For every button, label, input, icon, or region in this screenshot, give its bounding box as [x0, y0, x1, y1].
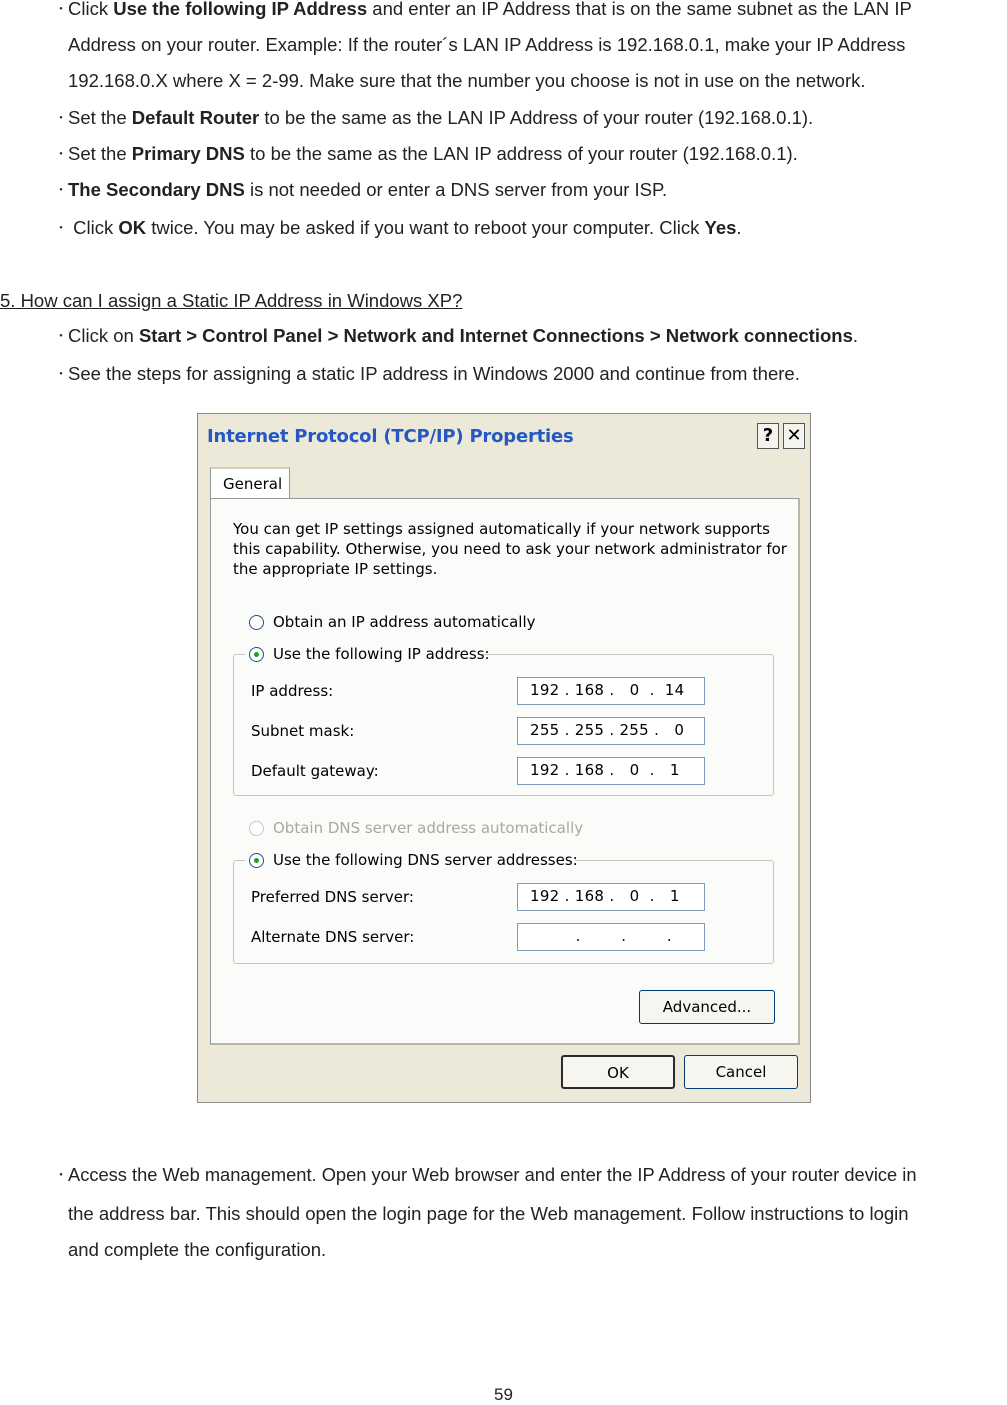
field-value: 192 . 168 . 0 . 1 — [530, 761, 680, 779]
bullet-dot: ・ — [54, 110, 68, 126]
ok-button[interactable]: OK — [561, 1055, 675, 1089]
text: Click — [68, 217, 119, 238]
text: Click on — [68, 325, 139, 346]
alternate-dns-input[interactable] — [517, 923, 705, 951]
advanced-button[interactable]: Advanced... — [639, 990, 775, 1024]
bullet-click-ok — [68, 217, 742, 239]
bullet-access-web-line2: the address bar. This should open the login page for the Web management. Follow instructions to login — [68, 1203, 909, 1224]
radio-use-dns[interactable] — [249, 853, 264, 868]
radio-obtain-dns-auto[interactable] — [249, 821, 264, 836]
bullet-dot: ・ — [54, 366, 68, 382]
bullet-dot: ・ — [54, 146, 68, 162]
label-default-gateway: Default gateway: — [251, 762, 379, 780]
bold-term: Default Router — [131, 107, 260, 128]
bullet-dot: ・ — [54, 1, 68, 17]
ip-address-input[interactable] — [517, 677, 705, 705]
bullet-see-steps: See the steps for assigning a static IP address in Windows 2000 and continue from there. — [68, 363, 800, 384]
close-button[interactable]: ✕ — [783, 423, 805, 449]
subnet-mask-input[interactable] — [517, 717, 705, 745]
tcpip-properties-dialog — [197, 413, 811, 1103]
label-obtain-ip-auto: Obtain an IP address automatically — [273, 613, 536, 631]
label-obtain-dns-auto: Obtain DNS server address automatically — [273, 819, 584, 837]
label-use-dns: Use the following DNS server addresses: — [273, 851, 578, 869]
text: . — [852, 325, 859, 346]
general-panel — [210, 498, 800, 1045]
info-text-line3: the appropriate IP settings. — [233, 560, 438, 578]
text: to be the same as the LAN IP address of your router (192.168.0.1). — [244, 143, 798, 164]
label-subnet-mask: Subnet mask: — [251, 722, 355, 740]
label-alternate-dns: Alternate DNS server: — [251, 928, 415, 946]
field-value: 192 . 168 . 0 . 14 — [530, 681, 685, 699]
label-ip-address: IP address: — [251, 682, 334, 700]
bullet-access-web: Access the Web management. Open your Web browser and enter the IP Address of your router device in — [68, 1164, 917, 1185]
preferred-dns-input[interactable] — [517, 883, 705, 911]
bullet-dot: ・ — [54, 1167, 68, 1183]
label-preferred-dns: Preferred DNS server: — [251, 888, 414, 906]
dialog-title-bar — [201, 417, 807, 455]
bold-term: OK — [118, 217, 147, 238]
bullet-use-ip — [68, 0, 912, 20]
cancel-button[interactable]: Cancel — [684, 1055, 798, 1089]
bullet-default-router — [68, 107, 813, 129]
field-value: . . . — [530, 927, 672, 945]
bold-term: The Secondary DNS — [68, 179, 245, 200]
radio-use-ip[interactable] — [249, 647, 264, 662]
bold-term: Start > Control Panel > Network and Internet Connections > Network connections — [138, 325, 853, 346]
field-value: 255 . 255 . 255 . 0 — [530, 721, 685, 739]
bullet-dot: ・ — [54, 220, 68, 236]
bold-term: Yes — [704, 217, 737, 238]
text: Set the — [68, 143, 132, 164]
bullet-click-start — [68, 325, 858, 347]
bullet-dot: ・ — [54, 328, 68, 344]
page-number: 59 — [494, 1385, 513, 1404]
bold-term: Primary DNS — [131, 143, 245, 164]
bullet-use-ip-line2: Address on your router. Example: If the router´s LAN IP Address is 192.168.0.1, make your IP Address — [68, 34, 906, 55]
text: to be the same as the LAN IP Address of your router (192.168.0.1). — [259, 107, 814, 128]
bold-term: Use the following IP Address — [113, 0, 368, 19]
help-button[interactable]: ? — [757, 423, 779, 449]
text: twice. You may be asked if you want to reboot your computer. Click — [146, 217, 705, 238]
bullet-dot: ・ — [54, 182, 68, 198]
bullet-use-ip-line3: 192.168.0.X where X = 2-99. Make sure that the number you choose is not in use on the network. — [68, 70, 866, 91]
bullet-access-web-line3: and complete the configuration. — [68, 1239, 327, 1260]
dialog-title: Internet Protocol (TCP/IP) Properties — [207, 426, 574, 447]
radio-obtain-ip-auto[interactable] — [249, 615, 264, 630]
text: . — [736, 217, 742, 238]
default-gateway-input[interactable] — [517, 757, 705, 785]
bullet-primary-dns — [68, 143, 798, 165]
field-value: 192 . 168 . 0 . 1 — [530, 887, 680, 905]
tab-label: General — [223, 475, 283, 493]
text: Click — [68, 0, 114, 19]
text: Set the — [68, 107, 132, 128]
text: is not needed or enter a DNS server from your ISP. — [244, 179, 668, 200]
section-heading: 5. How can I assign a Static IP Address in Windows XP? — [0, 290, 463, 311]
tab-general[interactable] — [210, 467, 290, 499]
text: and enter an IP Address that is on the same subnet as the LAN IP — [367, 0, 912, 19]
bullet-secondary-dns — [68, 179, 667, 201]
info-text-line1: You can get IP settings assigned automatically if your network supports — [233, 520, 770, 538]
info-text-line2: this capability. Otherwise, you need to ask your network administrator for — [233, 540, 787, 558]
label-use-ip: Use the following IP address: — [273, 645, 490, 663]
